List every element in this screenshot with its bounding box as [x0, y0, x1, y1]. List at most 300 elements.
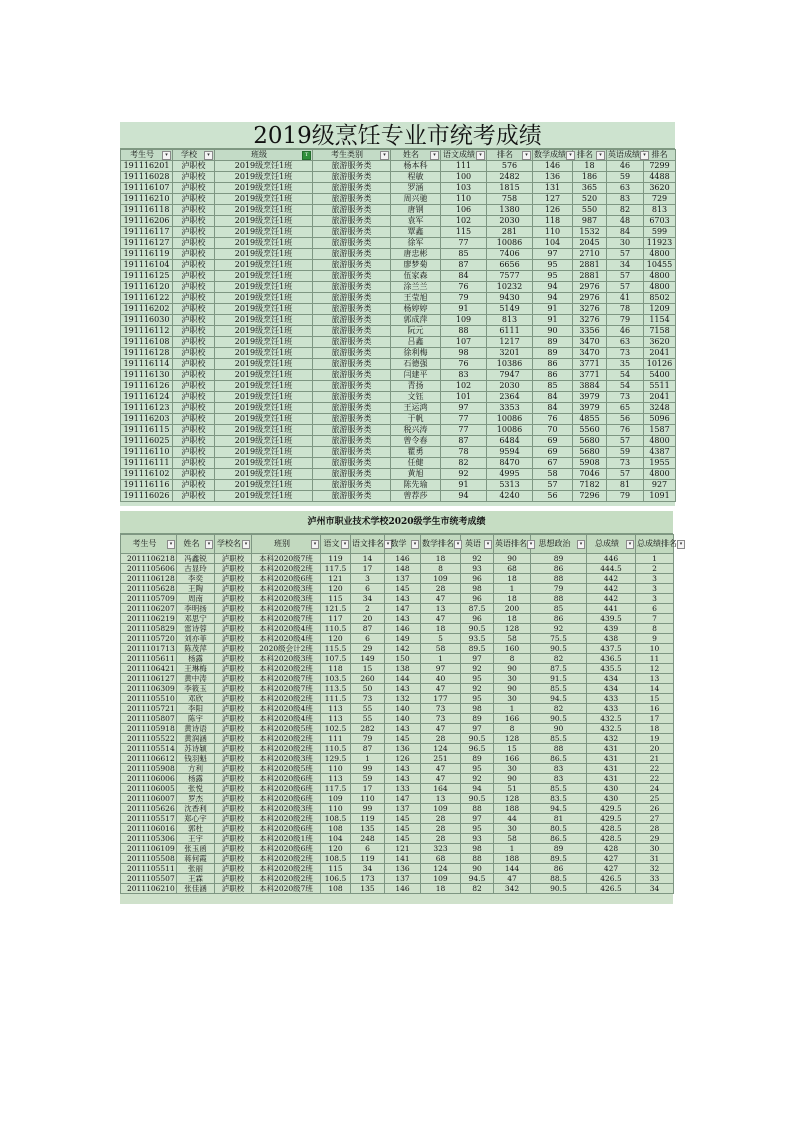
table-row: [121, 161, 676, 172]
table-cell: 32: [636, 864, 674, 874]
table-cell: 5: [421, 634, 461, 644]
table-cell: 2019级烹饪1班: [215, 469, 313, 480]
table-cell: 8: [636, 624, 674, 634]
table-cell: 2041: [644, 392, 676, 403]
table-cell: 85: [531, 604, 587, 614]
table-cell: 106: [441, 205, 487, 216]
table-cell: 李阳: [177, 704, 215, 714]
filter-dropdown-icon[interactable]: ▾: [384, 540, 392, 549]
table-cell: 2011105611: [121, 654, 177, 664]
table-cell: 2030: [487, 381, 533, 392]
table-cell: 10: [636, 644, 674, 654]
table1-header-4: [391, 150, 441, 161]
table-cell: 3979: [573, 392, 607, 403]
table-cell: 103: [441, 183, 487, 194]
table-cell: 李奕: [177, 574, 215, 584]
table-cell: 10086: [487, 238, 533, 249]
table-cell: 85.5: [531, 734, 587, 744]
table-row: [121, 249, 676, 260]
table-cell: 82: [607, 205, 644, 216]
table-row: [121, 359, 676, 370]
table-cell: 12: [636, 664, 674, 674]
table-row: [121, 282, 676, 293]
table-cell: 3470: [573, 348, 607, 359]
table-cell: 191116120: [121, 282, 173, 293]
table-cell: 188: [494, 804, 531, 814]
table-cell: 3276: [573, 304, 607, 315]
table-cell: 118: [321, 664, 351, 674]
table-cell: 143: [385, 774, 421, 784]
table1-grid: [120, 149, 676, 502]
table-cell: 86: [531, 864, 587, 874]
table-cell: 30: [494, 764, 531, 774]
table-cell: 2011105510: [121, 694, 177, 704]
table-cell: 6: [351, 844, 385, 854]
table-cell: 149: [385, 634, 421, 644]
table-cell: 2011105306: [121, 834, 177, 844]
table-cell: 2019级烹饪1班: [215, 249, 313, 260]
table-cell: 青扬: [391, 381, 441, 392]
table-cell: 罗杰: [177, 794, 215, 804]
filter-dropdown-icon[interactable]: ▾: [454, 540, 462, 549]
table-cell: 泸职校: [215, 734, 252, 744]
header-label: 姓名: [403, 150, 419, 159]
table1-title: 2019级烹饪专业市统考成绩: [120, 122, 675, 149]
table-row: [121, 216, 676, 227]
table-cell: 191116126: [121, 381, 173, 392]
table-cell: 90.5: [461, 624, 494, 634]
table-cell: 周南: [177, 594, 215, 604]
table-cell: 杨露: [177, 654, 215, 664]
table-row: [121, 554, 674, 564]
filter-dropdown-icon[interactable]: T: [302, 151, 311, 160]
table-cell: 76: [533, 414, 573, 425]
table-cell: 188: [494, 854, 531, 864]
table-cell: 121: [385, 844, 421, 854]
table-cell: 81: [531, 814, 587, 824]
table-cell: 119: [321, 554, 351, 564]
table-cell: 2019级烹饪1班: [215, 183, 313, 194]
table-cell: 6703: [644, 216, 676, 227]
table-cell: 68: [421, 854, 461, 864]
table-cell: 泸职校: [215, 564, 252, 574]
table-cell: 2364: [487, 392, 533, 403]
table-row: [121, 824, 674, 834]
table-cell: 89: [531, 844, 587, 854]
table-cell: 30: [636, 844, 674, 854]
table-cell: 191116130: [121, 370, 173, 381]
table-cell: 110.5: [321, 744, 351, 754]
table-row: [121, 834, 674, 844]
table-cell: 3470: [573, 337, 607, 348]
table-cell: 2019级烹饪1班: [215, 315, 313, 326]
filter-dropdown-icon[interactable]: ▾: [484, 540, 492, 549]
table-cell: 109: [441, 315, 487, 326]
table-cell: 2019级烹饪1班: [215, 480, 313, 491]
table1-header-7: [533, 150, 573, 161]
table-cell: 2011106612: [121, 754, 177, 764]
table-cell: 泸职校: [173, 425, 215, 436]
table2-header-11: [587, 535, 636, 554]
table-cell: 56: [607, 414, 644, 425]
table-cell: 2011105606: [121, 564, 177, 574]
header-label: 班别: [274, 539, 290, 548]
table-cell: 20: [636, 744, 674, 754]
table-cell: 437.5: [587, 644, 636, 654]
table-cell: 1217: [487, 337, 533, 348]
table-cell: 85.5: [531, 684, 587, 694]
table-cell: 104: [321, 834, 351, 844]
table-cell: 117.5: [321, 784, 351, 794]
table-cell: 86.5: [531, 754, 587, 764]
table-cell: 86: [533, 370, 573, 381]
filter-dropdown-icon[interactable]: ▾: [577, 540, 585, 549]
table-cell: 191116202: [121, 304, 173, 315]
table-row: [121, 614, 674, 624]
table-cell: 4240: [487, 491, 533, 502]
table-cell: 137: [385, 574, 421, 584]
table-cell: 4995: [487, 469, 533, 480]
table-cell: 15: [636, 694, 674, 704]
table-cell: 钱羽魁: [177, 754, 215, 764]
table-cell: 本科2020级6班: [252, 844, 321, 854]
filter-dropdown-icon[interactable]: ▾: [205, 540, 213, 549]
table-cell: 77: [441, 414, 487, 425]
table-cell: 吕鑫: [391, 337, 441, 348]
table-cell: 113.5: [321, 684, 351, 694]
table-cell: 1: [351, 754, 385, 764]
table-cell: 75.5: [531, 634, 587, 644]
table-cell: 135: [351, 824, 385, 834]
table-row: [121, 447, 676, 458]
table-cell: 120: [321, 844, 351, 854]
table-cell: 91: [441, 480, 487, 491]
table-cell: 90.5: [531, 714, 587, 724]
table-cell: 143: [385, 684, 421, 694]
table-cell: 旅游服务类: [313, 227, 391, 238]
table-cell: 87: [351, 624, 385, 634]
table-cell: 7296: [573, 491, 607, 502]
table-cell: 191116118: [121, 205, 173, 216]
table-cell: 王琳梅: [177, 664, 215, 674]
table-cell: 2019级烹饪1班: [215, 282, 313, 293]
table-cell: 泸职校: [173, 480, 215, 491]
table-cell: 泸职校: [173, 381, 215, 392]
table-cell: 2011106218: [121, 554, 177, 564]
table-cell: 78: [607, 304, 644, 315]
filter-dropdown-icon[interactable]: ▾: [311, 540, 319, 549]
table-cell: 2019级烹饪1班: [215, 414, 313, 425]
table-cell: 13: [421, 794, 461, 804]
table-cell: 旅游服务类: [313, 469, 391, 480]
table-cell: 142: [385, 644, 421, 654]
table-cell: 95: [461, 764, 494, 774]
table-cell: 91: [533, 315, 573, 326]
table-cell: 113: [321, 774, 351, 784]
table-cell: 34: [636, 884, 674, 894]
table-cell: 2011106309: [121, 684, 177, 694]
header-label: 总成绩: [595, 539, 619, 548]
table-cell: 145: [385, 814, 421, 824]
table-cell: 144: [494, 864, 531, 874]
table-cell: 97: [441, 403, 487, 414]
table-cell: 191116203: [121, 414, 173, 425]
table-cell: 2019级烹饪1班: [215, 436, 313, 447]
table-cell: 140: [385, 714, 421, 724]
filter-dropdown-icon[interactable]: ▾: [430, 151, 439, 160]
table-cell: 2019级烹饪1班: [215, 271, 313, 282]
table-cell: 旅游服务类: [313, 348, 391, 359]
table-cell: 13: [636, 674, 674, 684]
table-cell: 2011105522: [121, 734, 177, 744]
filter-dropdown-icon[interactable]: ▾: [167, 540, 175, 549]
table-cell: 47: [421, 774, 461, 784]
table-cell: 旅游服务类: [313, 282, 391, 293]
filter-dropdown-icon[interactable]: ▾: [566, 151, 575, 160]
table-cell: 108.5: [321, 854, 351, 864]
table-cell: 92: [461, 774, 494, 784]
table-cell: 120: [321, 584, 351, 594]
table-cell: 罗涵: [391, 183, 441, 194]
table-cell: 57: [607, 469, 644, 480]
table-cell: 124: [421, 864, 461, 874]
table-cell: 426.5: [587, 884, 636, 894]
table-cell: 439: [587, 624, 636, 634]
table-cell: 92: [461, 664, 494, 674]
table-cell: 18: [494, 614, 531, 624]
table-cell: 2019级烹饪1班: [215, 238, 313, 249]
table-cell: 2976: [573, 293, 607, 304]
table-cell: 黄诗语: [177, 724, 215, 734]
table-cell: 87: [351, 744, 385, 754]
table-cell: 365: [573, 183, 607, 194]
table-cell: 73: [607, 348, 644, 359]
filter-dropdown-icon[interactable]: ▾: [380, 151, 389, 160]
filter-dropdown-icon[interactable]: ▾: [242, 540, 250, 549]
table-cell: 2019级烹饪1班: [215, 370, 313, 381]
table-cell: 69: [533, 436, 573, 447]
table-cell: 90.5: [531, 884, 587, 894]
table-cell: 泸职校: [215, 604, 252, 614]
table-cell: 82: [531, 654, 587, 664]
table-cell: 14: [351, 554, 385, 564]
sheet-2019-cooking-scores: [120, 122, 675, 506]
table-cell: 93: [461, 564, 494, 574]
table-cell: 95: [533, 271, 573, 282]
table-row: [121, 874, 674, 884]
table-cell: 1: [494, 584, 531, 594]
table-cell: 泸职校: [215, 694, 252, 704]
table-cell: 82: [441, 458, 487, 469]
table-row: [121, 381, 676, 392]
table-cell: 108.5: [321, 814, 351, 824]
table-cell: 泸职校: [173, 205, 215, 216]
table-cell: 28: [421, 834, 461, 844]
table-cell: 143: [385, 764, 421, 774]
table-cell: 本科2020级5班: [252, 764, 321, 774]
table-cell: 10086: [487, 414, 533, 425]
filter-dropdown-icon[interactable]: ▾: [204, 151, 213, 160]
table-cell: 泸职校: [215, 774, 252, 784]
table2-grid: [120, 534, 683, 894]
table-cell: 57: [607, 249, 644, 260]
table-cell: 涂兰兰: [391, 282, 441, 293]
table-cell: 2019级烹饪1班: [215, 260, 313, 271]
table-cell: 59: [607, 172, 644, 183]
table-cell: 3884: [573, 381, 607, 392]
table-cell: 119: [351, 854, 385, 864]
table-cell: 118: [533, 216, 573, 227]
table-cell: 本科2020级6班: [252, 794, 321, 804]
table-cell: 本科2020级6班: [252, 784, 321, 794]
table-cell: 4488: [644, 172, 676, 183]
table-cell: 95: [533, 260, 573, 271]
table-cell: 4800: [644, 282, 676, 293]
filter-dropdown-icon[interactable]: ▾: [626, 540, 634, 549]
table-cell: 191116112: [121, 326, 173, 337]
table2-header-7: [421, 535, 461, 554]
table-cell: 6: [636, 604, 674, 614]
table-cell: 51: [494, 784, 531, 794]
table-cell: 191116201: [121, 161, 173, 172]
table-cell: 34: [351, 864, 385, 874]
table-cell: 79: [607, 491, 644, 502]
table-cell: 1: [636, 554, 674, 564]
table-cell: 86: [531, 564, 587, 574]
table-cell: 88.5: [531, 874, 587, 884]
header-label: 学校: [181, 150, 197, 159]
table-cell: 2881: [573, 260, 607, 271]
header-label: 考生号: [130, 150, 154, 159]
table-cell: 135: [351, 884, 385, 894]
table-cell: 191116128: [121, 348, 173, 359]
table-cell: 17: [351, 784, 385, 794]
table-cell: 刘亦菲: [177, 634, 215, 644]
table-cell: 191116123: [121, 403, 173, 414]
table-cell: 115: [441, 227, 487, 238]
table-cell: 191116117: [121, 227, 173, 238]
table-cell: 曾荐莎: [391, 491, 441, 502]
filter-dropdown-icon[interactable]: ▾: [162, 151, 171, 160]
table-cell: 428.5: [587, 824, 636, 834]
table-row: [121, 814, 674, 824]
filter-dropdown-icon[interactable]: ▾: [677, 540, 685, 549]
table-cell: 旅游服务类: [313, 392, 391, 403]
table-cell: 4800: [644, 469, 676, 480]
header-label: 思想政治: [538, 539, 571, 548]
header-label: 考生号: [132, 539, 157, 548]
table-cell: 191116210: [121, 194, 173, 205]
table-cell: 102: [441, 216, 487, 227]
table-cell: 137: [385, 874, 421, 884]
table-cell: 10086: [487, 425, 533, 436]
table-row: [121, 370, 676, 381]
table-cell: 35: [607, 359, 644, 370]
table-cell: 138: [385, 664, 421, 674]
table-cell: 3979: [573, 403, 607, 414]
table-cell: 90.5: [531, 644, 587, 654]
table-cell: 本科2020级3班: [252, 754, 321, 764]
table-cell: 泸职校: [173, 447, 215, 458]
table-cell: 191116110: [121, 447, 173, 458]
table-cell: 14: [636, 684, 674, 694]
table-cell: 4387: [644, 447, 676, 458]
table-cell: 2011106128: [121, 574, 177, 584]
table-cell: 泸职校: [215, 574, 252, 584]
table-cell: 2011105918: [121, 724, 177, 734]
table-cell: 94: [533, 293, 573, 304]
table1-header-1: [173, 150, 215, 161]
table-cell: 旅游服务类: [313, 359, 391, 370]
table-cell: 281: [487, 227, 533, 238]
filter-dropdown-icon[interactable]: ▾: [527, 540, 535, 549]
table-cell: 47: [421, 724, 461, 734]
table-cell: 97: [533, 249, 573, 260]
table-cell: 2710: [573, 249, 607, 260]
table-cell: 79: [351, 734, 385, 744]
table-cell: 旅游服务类: [313, 161, 391, 172]
table-cell: 1154: [644, 315, 676, 326]
table-cell: 115.5: [321, 644, 351, 654]
table-cell: 191116025: [121, 436, 173, 447]
table-cell: 94.5: [531, 694, 587, 704]
table-cell: 2011105721: [121, 704, 177, 714]
table-cell: 2011106127: [121, 674, 177, 684]
table-cell: 泸职校: [215, 674, 252, 684]
table-cell: 430: [587, 784, 636, 794]
filter-dropdown-icon[interactable]: ▾: [476, 151, 485, 160]
table-row: [121, 744, 674, 754]
filter-dropdown-icon[interactable]: ▾: [341, 540, 349, 549]
table-row: [121, 491, 676, 502]
table-cell: 441: [587, 604, 636, 614]
table-cell: 周兴驰: [391, 194, 441, 205]
table-cell: 77: [441, 425, 487, 436]
table-cell: 本科2020级4班: [252, 624, 321, 634]
table-cell: 191116104: [121, 260, 173, 271]
table-cell: 73: [607, 458, 644, 469]
table2-header-8: [461, 535, 494, 554]
filter-dropdown-icon[interactable]: ▾: [411, 540, 419, 549]
table-cell: 73: [421, 714, 461, 724]
table-cell: 泸职校: [173, 194, 215, 205]
table-cell: 136: [385, 864, 421, 874]
table-cell: 2011106016: [121, 824, 177, 834]
table-cell: 96: [461, 574, 494, 584]
table-cell: 342: [494, 884, 531, 894]
table-cell: 18: [421, 884, 461, 894]
table-cell: 186: [573, 172, 607, 183]
table-cell: 2011106210: [121, 884, 177, 894]
table-cell: 泸职校: [173, 304, 215, 315]
table-cell: 瞿勇: [391, 447, 441, 458]
filter-dropdown-icon[interactable]: ▾: [522, 151, 531, 160]
table-row: [121, 403, 676, 414]
filter-dropdown-icon[interactable]: ▾: [596, 151, 605, 160]
table-cell: 旅游服务类: [313, 304, 391, 315]
table-cell: 110: [351, 794, 385, 804]
table-cell: 20: [351, 614, 385, 624]
table-cell: 泸职校: [173, 469, 215, 480]
header-label: 排名: [577, 150, 593, 159]
table-cell: 旅游服务类: [313, 271, 391, 282]
table1-header-row: [121, 150, 676, 161]
filter-dropdown-icon[interactable]: ▾: [640, 151, 649, 160]
table-cell: 2011106421: [121, 664, 177, 674]
table-cell: 泸职校: [215, 594, 252, 604]
table-cell: 苏诗颖: [177, 744, 215, 754]
table-cell: 2019级烹饪1班: [215, 458, 313, 469]
